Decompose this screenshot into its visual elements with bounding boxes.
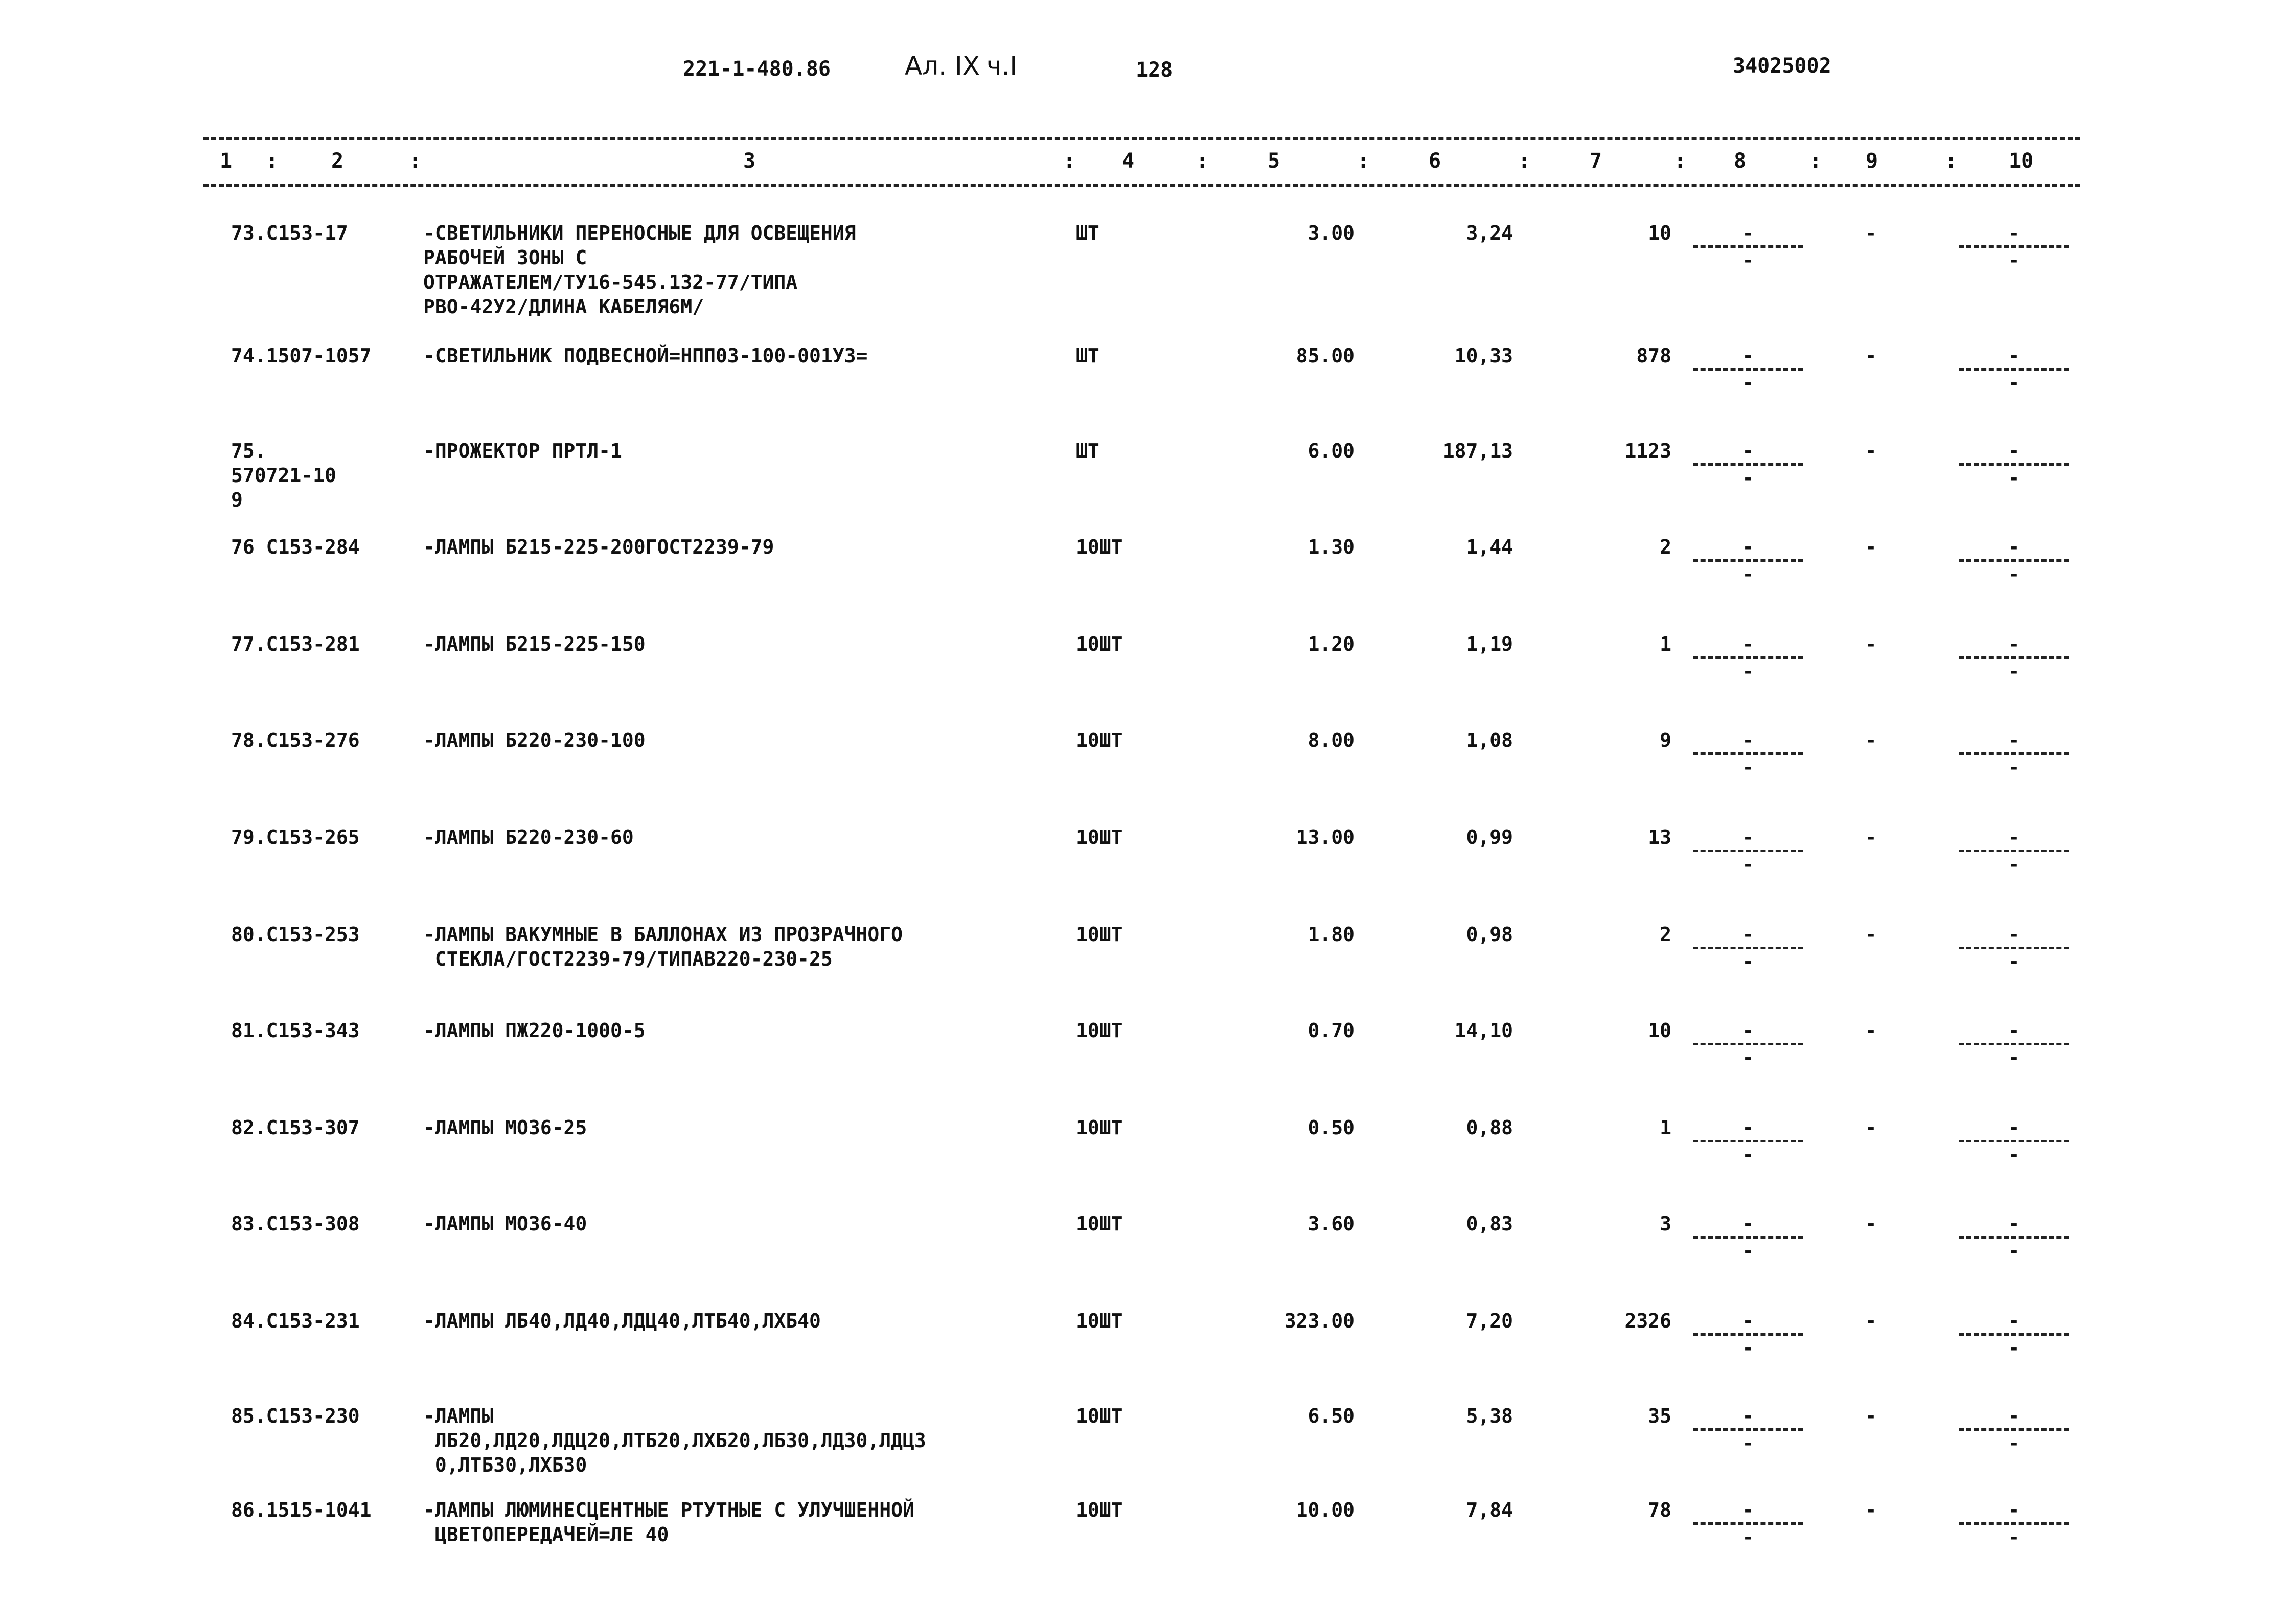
- item-quantity: 85.00: [1296, 345, 1355, 367]
- col8-fraction-bottom: -: [1742, 1143, 1754, 1166]
- item-unit: 10ШТ: [1076, 826, 1123, 849]
- item-code: 83.С153-308: [231, 1213, 360, 1235]
- item-code: 86.1515-1041: [231, 1499, 372, 1521]
- item-code: 75. 570721-10 9: [231, 440, 336, 511]
- item-price: 7,20: [1466, 1310, 1513, 1332]
- item-quantity: 3.60: [1307, 1213, 1355, 1235]
- col10-fraction: [1953, 1309, 2075, 1360]
- item-description: -ЛАМПЫ МО36-25: [423, 1116, 587, 1139]
- col8-fraction: [1687, 1498, 1809, 1549]
- col10-fraction-top: -: [2008, 345, 2020, 367]
- item-unit: 10ШТ: [1076, 1405, 1123, 1427]
- col8-fraction-top: -: [1742, 440, 1754, 462]
- col8-fraction-top: -: [1742, 536, 1754, 558]
- item-sum: 35: [1648, 1405, 1671, 1427]
- col10-fraction-bottom: -: [2008, 756, 2020, 779]
- col10-fraction-top: -: [2008, 1405, 2020, 1427]
- item-quantity: 0.50: [1307, 1116, 1355, 1139]
- col8-fraction-bottom: -: [1742, 467, 1754, 489]
- col10-fraction-top: -: [2008, 923, 2020, 946]
- item-code: 74.1507-1057: [231, 345, 372, 367]
- item-quantity: 6.00: [1307, 440, 1355, 462]
- item-sum: 10: [1648, 222, 1671, 244]
- column-header-8: 8: [1734, 149, 1747, 173]
- col8-fraction: [1687, 344, 1809, 395]
- col8-fraction-bottom: -: [1742, 1046, 1754, 1069]
- item-sum: 9: [1660, 729, 1671, 751]
- column-header-1: 1: [220, 149, 233, 173]
- column-separator: :: [1196, 149, 1209, 173]
- item-description: -ЛАМПЫ Б215-225-150: [423, 633, 646, 655]
- item-quantity: 1.20: [1307, 633, 1355, 655]
- col10-fraction-bottom: -: [2008, 249, 2020, 271]
- col9-dash: -: [1865, 440, 1877, 462]
- item-description: -СВЕТИЛЬНИКИ ПЕРЕНОСНЫЕ ДЛЯ ОСВЕЩЕНИЯ РАБОЧЕЙ ЗОНЫ С ОТРАЖАТЕЛЕМ/ТУ16-545.132-77/ТИПА РВО-42У2/ДЛИНА КАБЕЛЯ6М/: [423, 222, 856, 318]
- item-description: -ЛАМПЫ ПЖ220-1000-5: [423, 1019, 646, 1042]
- item-unit: 10ШТ: [1076, 633, 1123, 655]
- col8-fraction-bottom: -: [1742, 1337, 1754, 1359]
- col10-fraction-bottom: -: [2008, 563, 2020, 585]
- item-description: -ПРОЖЕКТОР ПРТЛ-1: [423, 440, 622, 462]
- item-price: 187,13: [1442, 440, 1513, 462]
- col10-fraction: [1953, 439, 2075, 490]
- column-header-2: 2: [331, 149, 344, 173]
- item-code: 82.С153-307: [231, 1116, 360, 1139]
- col10-fraction-bottom: -: [2008, 1046, 2020, 1069]
- col9-dash: -: [1865, 1499, 1877, 1521]
- col8-fraction-bottom: -: [1742, 249, 1754, 271]
- col10-fraction-top: -: [2008, 1499, 2020, 1521]
- column-separator: :: [1674, 149, 1687, 173]
- item-unit: 10ШТ: [1076, 1310, 1123, 1332]
- col10-fraction-top: -: [2008, 729, 2020, 751]
- item-price: 1,44: [1466, 536, 1513, 558]
- item-quantity: 3.00: [1307, 222, 1355, 244]
- col8-fraction-top: -: [1742, 1116, 1754, 1139]
- col8-fraction-top: -: [1742, 923, 1754, 946]
- col8-fraction-bottom: -: [1742, 1240, 1754, 1262]
- col10-fraction: [1953, 1115, 2075, 1167]
- col10-fraction: [1953, 344, 2075, 395]
- col9-dash: -: [1865, 536, 1877, 558]
- item-price: 0,98: [1466, 923, 1513, 946]
- item-price: 14,10: [1454, 1019, 1513, 1042]
- col10-fraction-top: -: [2008, 826, 2020, 849]
- album-label: Ал. IX: [905, 51, 980, 81]
- document-code: 34025002: [1733, 54, 1831, 78]
- column-separator: :: [1945, 149, 1958, 173]
- item-code: 73.С153-17: [231, 222, 348, 244]
- col10-fraction: [1953, 535, 2075, 586]
- item-sum: 1: [1660, 633, 1671, 655]
- col8-fraction-bottom: -: [1742, 756, 1754, 779]
- item-sum: 2326: [1624, 1310, 1671, 1332]
- col8-fraction-bottom: -: [1742, 1526, 1754, 1548]
- item-sum: 78: [1648, 1499, 1671, 1521]
- item-code: 78.С153-276: [231, 729, 360, 751]
- col8-fraction: [1687, 1211, 1809, 1263]
- col9-dash: -: [1865, 1213, 1877, 1235]
- col10-fraction-bottom: -: [2008, 1432, 2020, 1454]
- col10-fraction: [1953, 1211, 2075, 1263]
- col8-fraction-top: -: [1742, 1499, 1754, 1521]
- col8-fraction: [1687, 439, 1809, 490]
- column-separator: :: [266, 149, 279, 173]
- item-sum: 3: [1660, 1213, 1671, 1235]
- item-quantity: 323.00: [1284, 1310, 1355, 1332]
- col10-fraction: [1953, 1498, 2075, 1549]
- column-header-10: 10: [2009, 149, 2034, 173]
- col10-fraction: [1953, 1018, 2075, 1070]
- col8-fraction-top: -: [1742, 1310, 1754, 1332]
- col8-fraction-top: -: [1742, 1213, 1754, 1235]
- col10-fraction: [1953, 825, 2075, 877]
- item-description: -СВЕТИЛЬНИК ПОДВЕСНОЙ=НПП03-100-001У3=: [423, 345, 868, 367]
- col10-fraction: [1953, 632, 2075, 683]
- item-description: -ЛАМПЫ ЛБ20,ЛД20,ЛДЦ20,ЛТБ20,ЛХБ20,ЛБ30,ЛД30,ЛДЦ3 0,ЛТБ30,ЛХБ30: [423, 1405, 926, 1476]
- column-header-9: 9: [1866, 149, 1878, 173]
- item-quantity: 6.50: [1307, 1405, 1355, 1427]
- col8-fraction-bottom: -: [1742, 853, 1754, 876]
- col9-dash: -: [1865, 1405, 1877, 1427]
- item-unit: 10ШТ: [1076, 923, 1123, 946]
- col9-dash: -: [1865, 826, 1877, 849]
- item-code: 84.С153-231: [231, 1310, 360, 1332]
- col8-fraction: [1687, 221, 1809, 272]
- col9-dash: -: [1865, 222, 1877, 244]
- col8-fraction-top: -: [1742, 345, 1754, 367]
- item-unit: 10ШТ: [1076, 1499, 1123, 1521]
- col8-fraction: [1687, 922, 1809, 974]
- item-quantity: 10.00: [1296, 1499, 1355, 1521]
- col10-fraction-bottom: -: [2008, 1240, 2020, 1262]
- col10-fraction-top: -: [2008, 1116, 2020, 1139]
- col10-fraction: [1953, 1404, 2075, 1455]
- item-description: -ЛАМПЫ ЛБ40,ЛД40,ЛДЦ40,ЛТБ40,ЛХБ40: [423, 1310, 821, 1332]
- col8-fraction: [1687, 1309, 1809, 1360]
- col9-dash: -: [1865, 729, 1877, 751]
- item-code: 77.С153-281: [231, 633, 360, 655]
- col8-fraction-bottom: -: [1742, 1432, 1754, 1454]
- column-header-3: 3: [743, 149, 756, 173]
- col10-fraction-bottom: -: [2008, 853, 2020, 876]
- col9-dash: -: [1865, 1116, 1877, 1139]
- col9-dash: -: [1865, 1019, 1877, 1042]
- item-sum: 1123: [1624, 440, 1671, 462]
- col8-fraction-top: -: [1742, 222, 1754, 244]
- col10-fraction-top: -: [2008, 222, 2020, 244]
- item-price: 0,88: [1466, 1116, 1513, 1139]
- item-description: -ЛАМПЫ Б215-225-200ГОСТ2239-79: [423, 536, 774, 558]
- col9-dash: -: [1865, 923, 1877, 946]
- col10-fraction-bottom: -: [2008, 1526, 2020, 1548]
- col8-fraction: [1687, 1115, 1809, 1167]
- col8-fraction-top: -: [1742, 1019, 1754, 1042]
- item-quantity: 1.80: [1307, 923, 1355, 946]
- item-unit: 10ШТ: [1076, 1019, 1123, 1042]
- item-price: 3,24: [1466, 222, 1513, 244]
- column-separator: :: [1518, 149, 1531, 173]
- table-top-rule: [203, 137, 2080, 140]
- item-price: 0,83: [1466, 1213, 1513, 1235]
- col8-fraction: [1687, 728, 1809, 780]
- col10-fraction: [1953, 922, 2075, 974]
- col9-dash: -: [1865, 633, 1877, 655]
- col8-fraction-top: -: [1742, 1405, 1754, 1427]
- item-description: -ЛАМПЫ МО36-40: [423, 1213, 587, 1235]
- col10-fraction: [1953, 221, 2075, 272]
- item-sum: 2: [1660, 923, 1671, 946]
- col10-fraction-bottom: -: [2008, 1143, 2020, 1166]
- item-price: 5,38: [1466, 1405, 1513, 1427]
- col10-fraction-bottom: -: [2008, 1337, 2020, 1359]
- col8-fraction: [1687, 1404, 1809, 1455]
- item-unit: 10ШТ: [1076, 1213, 1123, 1235]
- col10-fraction-top: -: [2008, 536, 2020, 558]
- item-unit: ШТ: [1076, 440, 1099, 462]
- item-code: 85.С153-230: [231, 1405, 360, 1427]
- item-unit: ШТ: [1076, 345, 1099, 367]
- item-sum: 10: [1648, 1019, 1671, 1042]
- item-description: -ЛАМПЫ Б220-230-60: [423, 826, 634, 849]
- item-price: 7,84: [1466, 1499, 1513, 1521]
- item-description: -ЛАМПЫ Б220-230-100: [423, 729, 646, 751]
- item-code: 76 С153-284: [231, 536, 360, 558]
- col10-fraction-bottom: -: [2008, 660, 2020, 682]
- item-quantity: 1.30: [1307, 536, 1355, 558]
- col10-fraction: [1953, 728, 2075, 780]
- col9-dash: -: [1865, 345, 1877, 367]
- item-sum: 2: [1660, 536, 1671, 558]
- col8-fraction-bottom: -: [1742, 563, 1754, 585]
- part-label: ч.I: [987, 51, 1018, 81]
- col10-fraction-bottom: -: [2008, 950, 2020, 973]
- col9-dash: -: [1865, 1310, 1877, 1332]
- col8-fraction-top: -: [1742, 729, 1754, 751]
- col10-fraction-top: -: [2008, 1213, 2020, 1235]
- table-header-rule: [203, 184, 2080, 187]
- col8-fraction-bottom: -: [1742, 950, 1754, 973]
- item-price: 1,08: [1466, 729, 1513, 751]
- doc-number: 221-1-480.86: [683, 57, 831, 81]
- item-quantity: 13.00: [1296, 826, 1355, 849]
- item-unit: 10ШТ: [1076, 729, 1123, 751]
- item-description: -ЛАМПЫ ВАКУМНЫЕ В БАЛЛОНАХ ИЗ ПРОЗРАЧНОГО СТЕКЛА/ГОСТ2239-79/ТИПАВ220-230-25: [423, 923, 903, 970]
- column-header-5: 5: [1268, 149, 1280, 173]
- column-separator: :: [409, 149, 422, 173]
- col8-fraction: [1687, 632, 1809, 683]
- col8-fraction-top: -: [1742, 633, 1754, 655]
- col8-fraction: [1687, 535, 1809, 586]
- col10-fraction-bottom: -: [2008, 372, 2020, 394]
- item-quantity: 8.00: [1307, 729, 1355, 751]
- col10-fraction-top: -: [2008, 1310, 2020, 1332]
- item-sum: 1: [1660, 1116, 1671, 1139]
- item-quantity: 0.70: [1307, 1019, 1355, 1042]
- item-code: 80.С153-253: [231, 923, 360, 946]
- item-sum: 13: [1648, 826, 1671, 849]
- item-unit: 10ШТ: [1076, 1116, 1123, 1139]
- item-unit: ШТ: [1076, 222, 1099, 244]
- column-separator: :: [1357, 149, 1370, 173]
- col8-fraction-bottom: -: [1742, 372, 1754, 394]
- item-price: 1,19: [1466, 633, 1513, 655]
- item-code: 79.С153-265: [231, 826, 360, 849]
- col8-fraction: [1687, 1018, 1809, 1070]
- column-separator: :: [1063, 149, 1076, 173]
- col10-fraction-bottom: -: [2008, 467, 2020, 489]
- col10-fraction-top: -: [2008, 633, 2020, 655]
- column-header-7: 7: [1590, 149, 1602, 173]
- item-description: -ЛАМПЫ ЛЮМИНЕСЦЕНТНЫЕ РТУТНЫЕ С УЛУЧШЕННОЙ ЦВЕТОПЕРЕДАЧЕЙ=ЛЕ 40: [423, 1499, 914, 1546]
- item-code: 81.С153-343: [231, 1019, 360, 1042]
- col10-fraction-top: -: [2008, 440, 2020, 462]
- page-number: 128: [1136, 58, 1173, 82]
- column-separator: :: [1809, 149, 1822, 173]
- item-price: 10,33: [1454, 345, 1513, 367]
- item-price: 0,99: [1466, 826, 1513, 849]
- col8-fraction-top: -: [1742, 826, 1754, 849]
- col10-fraction-top: -: [2008, 1019, 2020, 1042]
- col8-fraction: [1687, 825, 1809, 877]
- item-sum: 878: [1636, 345, 1671, 367]
- column-header-6: 6: [1429, 149, 1441, 173]
- column-header-4: 4: [1122, 149, 1135, 173]
- item-unit: 10ШТ: [1076, 536, 1123, 558]
- col8-fraction-bottom: -: [1742, 660, 1754, 682]
